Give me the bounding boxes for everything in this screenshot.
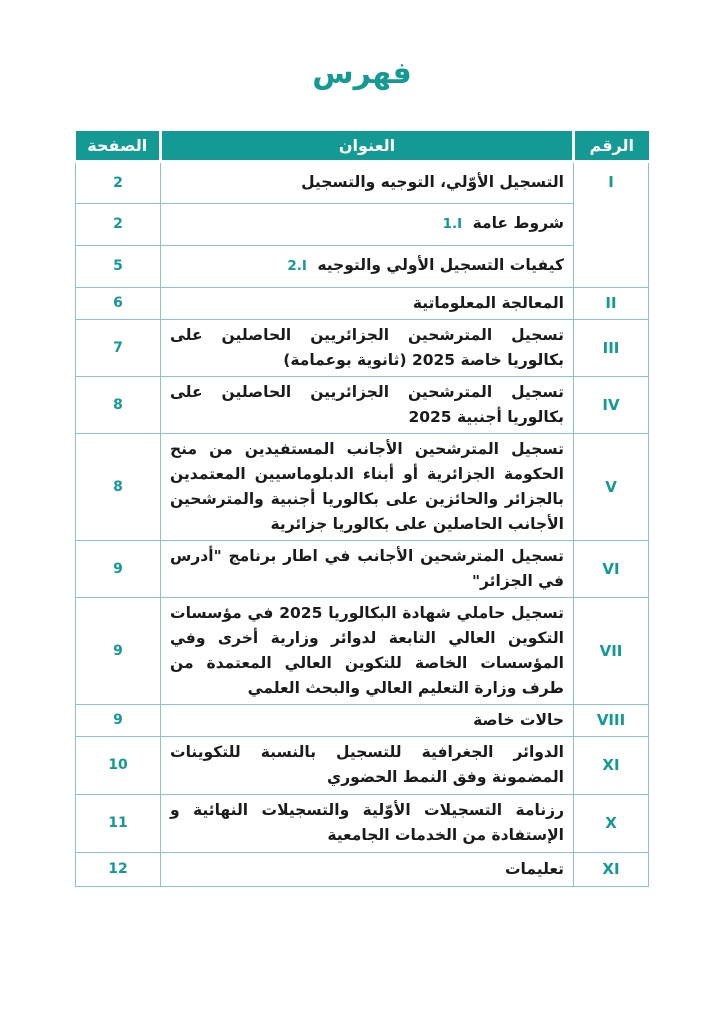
toc-page-cell: 9 bbox=[76, 704, 161, 736]
toc-title-text: المعالجة المعلوماتية bbox=[412, 293, 564, 312]
toc-page-cell: 12 bbox=[76, 852, 161, 886]
column-header-page: الصفحة bbox=[76, 131, 161, 161]
toc-page-cell: 7 bbox=[76, 319, 161, 376]
toc-title-cell bbox=[161, 319, 574, 376]
toc-row bbox=[76, 161, 649, 203]
toc-row bbox=[76, 287, 649, 319]
toc-page-cell: 8 bbox=[76, 433, 161, 540]
toc-row bbox=[76, 319, 649, 376]
toc-page-cell: 2 bbox=[76, 203, 161, 245]
document-title: فهرس bbox=[312, 56, 412, 91]
toc-page-cell: 10 bbox=[76, 736, 161, 794]
toc-page-cell: 8 bbox=[76, 376, 161, 433]
toc-page-cell: 5 bbox=[76, 245, 161, 287]
toc-number-cell: XI bbox=[574, 852, 649, 886]
toc-table-header bbox=[76, 131, 649, 161]
toc-page-cell: 11 bbox=[76, 794, 161, 852]
toc-title-cell bbox=[161, 852, 574, 886]
toc-title-text: كيفيات التسجيل الأولي والتوجيه bbox=[317, 256, 564, 274]
toc-row bbox=[76, 794, 649, 852]
toc-title-cell bbox=[161, 161, 574, 203]
toc-row bbox=[76, 376, 649, 433]
toc-title-cell bbox=[161, 597, 574, 704]
toc-row bbox=[76, 245, 649, 287]
toc-section-prefix: 1.I bbox=[442, 216, 463, 232]
column-header-title: العنوان bbox=[161, 131, 574, 161]
toc-row bbox=[76, 704, 649, 736]
toc-row bbox=[76, 203, 649, 245]
toc-row bbox=[76, 433, 649, 540]
toc-number-cell: X bbox=[574, 794, 649, 852]
toc-number-cell: XI bbox=[574, 736, 649, 794]
toc-page-cell: 9 bbox=[76, 540, 161, 597]
toc-number-cell: IV bbox=[574, 376, 649, 433]
toc-number-cell: II bbox=[574, 287, 649, 319]
toc-title-text: حالات خاصة bbox=[473, 710, 564, 729]
toc-title-cell bbox=[161, 245, 574, 287]
toc-page-cell: 6 bbox=[76, 287, 161, 319]
toc-number-cell: I bbox=[574, 161, 649, 287]
toc-title-text: تسجيل المترشحين الأجانب المستفيدين من منح الحكومة الجزائرية أو أبناء الدبلوماسيين المعتمدين بالجزائر والحائزين على بكالوريا أجنبية والمترشحين الأجانب الحاصلين على بكالوريا جزائرية bbox=[170, 439, 564, 533]
toc-title-cell bbox=[161, 287, 574, 319]
toc-row bbox=[76, 597, 649, 704]
toc-title-cell bbox=[161, 704, 574, 736]
toc-table bbox=[75, 131, 649, 887]
toc-section-prefix: 2.I bbox=[287, 258, 307, 274]
toc-title-cell bbox=[161, 433, 574, 540]
toc-row bbox=[76, 540, 649, 597]
toc-page-cell: 9 bbox=[76, 597, 161, 704]
toc-header-row bbox=[76, 131, 649, 161]
toc-page-cell: 2 bbox=[76, 161, 161, 203]
toc-title-text: تسجيل المترشحين الأجانب في اطار برنامج "أدرس في الجزائر" bbox=[170, 546, 564, 590]
toc-title-text: تعليمات bbox=[504, 859, 564, 878]
toc-table-body bbox=[76, 161, 649, 886]
toc-title-cell bbox=[161, 376, 574, 433]
toc-title-cell bbox=[161, 540, 574, 597]
toc-title-cell bbox=[161, 736, 574, 794]
toc-title-text: تسجيل المترشحين الجزائريين الحاصلين على بكالوريا أجنبية 2025 bbox=[170, 382, 564, 426]
toc-row bbox=[76, 852, 649, 886]
toc-row bbox=[76, 736, 649, 794]
toc-title-text: الدوائر الجغرافية للتسجيل بالنسبة للتكوينات المضمونة وفق النمط الحضوري bbox=[170, 743, 564, 786]
toc-title-text: شروط عامة bbox=[472, 214, 564, 232]
toc-title-text: التسجيل الأوّلي، التوجيه والتسجيل bbox=[301, 173, 564, 191]
toc-number-cell: VI bbox=[574, 540, 649, 597]
toc-title-text: تسجيل حاملي شهادة البكالوريا 2025 في مؤسسات التكوين العالي التابعة لدوائر وزارية أخرى وفي المؤسسات الخاصة للتكوين العالي المعتمدة من طرف وزارة التعليم العالي والبحث العلمي bbox=[170, 603, 564, 697]
toc-number-cell: V bbox=[574, 433, 649, 540]
toc-number-cell: VII bbox=[574, 597, 649, 704]
toc-title-cell bbox=[161, 203, 574, 245]
toc-number-cell: VIII bbox=[574, 704, 649, 736]
toc-title-text: تسجيل المترشحين الجزائريين الحاصلين على بكالوريا خاصة 2025 (ثانوية بوعمامة) bbox=[170, 325, 564, 369]
column-header-number: الرقم bbox=[574, 131, 649, 161]
toc-number-cell: III bbox=[574, 319, 649, 376]
toc-title-cell bbox=[161, 794, 574, 852]
toc-title-text: رزنامة التسجيلات الأوّلية والتسجيلات النهائية و الإستفادة من الخدمات الجامعية bbox=[170, 801, 564, 844]
